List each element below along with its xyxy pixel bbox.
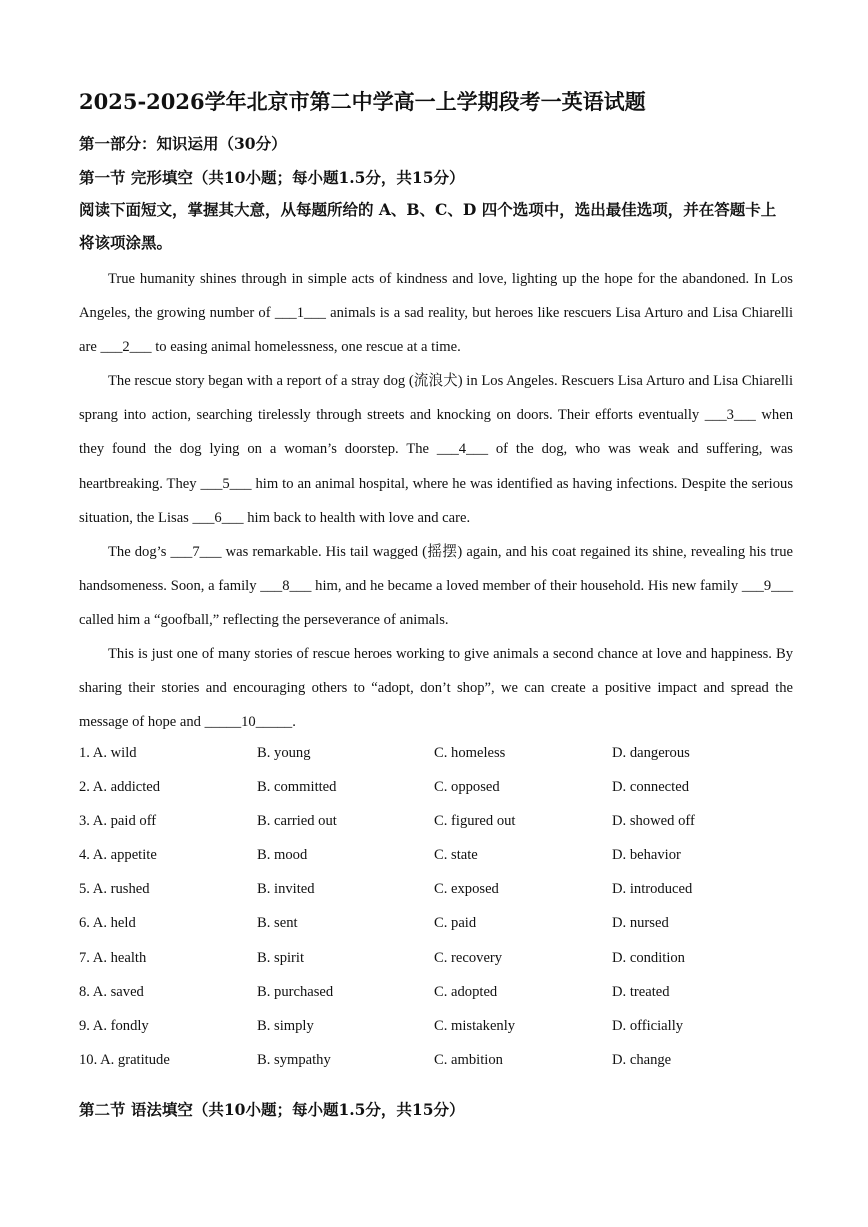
option-a: 2. A. addicted (79, 779, 161, 796)
option-b: B. young (257, 745, 311, 761)
question-row (79, 978, 793, 1012)
option-c: C. figured out (434, 813, 516, 830)
option-c: C. paid (434, 915, 477, 932)
option-b: B. simply (257, 1017, 314, 1034)
paragraph-text: . (292, 714, 296, 731)
option-d: D. showed off (612, 813, 695, 830)
question-row (79, 841, 793, 875)
question-row (79, 1046, 793, 1080)
option-d: D. dangerous (612, 745, 690, 761)
option-a: 1. A. wild (79, 745, 137, 761)
paragraph-text: him back to health with love and care. (243, 509, 471, 526)
paragraph-text: was remarkable. His tail wagged (摇摆) again, and his coat regained its shine, revealing his true handsomeness. Soon, a family (79, 543, 793, 594)
blank-4: ___4___ (436, 441, 488, 458)
question-row (79, 807, 793, 841)
question-row (79, 1012, 793, 1046)
option-a: 9. A. fondly (79, 1017, 149, 1034)
option-b: B. invited (257, 881, 315, 898)
paragraph-text: him to an animal hospital, where he was identified as having infections. Despite the serious situation, the Lisas (79, 475, 793, 526)
option-a: 8. A. saved (79, 983, 144, 1000)
option-d: D. nursed (612, 915, 669, 932)
options-table (79, 739, 793, 1080)
cloze-passage (79, 262, 793, 739)
option-c: C. recovery (434, 949, 503, 966)
paragraph-2 (79, 364, 793, 534)
section-heading-cloze: 第一节 完形填空（共10小题；每小题1.5分，共15分） (79, 168, 465, 187)
option-b: B. carried out (257, 813, 337, 830)
option-c: C. ambition (434, 1051, 503, 1068)
option-a: 6. A. held (79, 915, 136, 932)
option-c: C. exposed (434, 881, 499, 898)
paragraph-text: True humanity shines through in simple acts of kindness and love, lighting up the hope for the abandoned. In Los Angeles, the growing number of (79, 271, 793, 322)
option-d: D. behavior (612, 847, 681, 864)
question-row (79, 944, 793, 978)
option-c: C. opposed (434, 779, 500, 796)
option-d: D. officially (612, 1017, 684, 1034)
question-row (79, 909, 793, 943)
paragraph-text: him, and he became a loved member of their household. His new family (311, 577, 742, 594)
question-row (79, 875, 793, 909)
paragraph-text: animals is a sad reality, but heroes like rescuers Lisa Arturo and Lisa Chiarelli are (79, 305, 793, 356)
blank-5: ___5___ (200, 475, 252, 492)
option-d: D. condition (612, 949, 685, 966)
section-heading-grammar: 第二节 语法填空（共10小题；每小题1.5分，共15分） (79, 1100, 465, 1119)
question-row (79, 773, 793, 807)
blank-1: ___1___ (274, 305, 326, 322)
blank-7: ___7___ (170, 543, 222, 560)
part-heading: 第一部分：知识运用（30分） (79, 134, 287, 153)
option-b: B. mood (257, 847, 308, 864)
blank-9: ___9___ (741, 577, 793, 594)
paragraph-text: to easing animal homelessness, one rescue at a time. (151, 339, 461, 356)
option-d: D. connected (612, 779, 689, 796)
option-b: B. spirit (257, 949, 305, 966)
option-b: B. purchased (257, 983, 334, 1000)
option-c: C. mistakenly (434, 1017, 516, 1034)
paragraph-4 (79, 637, 793, 739)
option-d: D. change (612, 1051, 672, 1068)
option-a: 3. A. paid off (79, 813, 157, 830)
option-c: C. adopted (434, 983, 498, 1000)
option-b: B. sent (257, 915, 298, 932)
blank-10: _____10_____ (204, 714, 293, 731)
option-a: 5. A. rushed (79, 881, 150, 898)
option-d: D. treated (612, 983, 670, 1000)
option-c: C. state (434, 847, 478, 864)
question-row (79, 739, 793, 773)
instructions: 阅读下面短文，掌握其大意，从每题所给的 A、B、C、D 四个选项中，选出最佳选项，并在答题卡上将该项涂黑。 (79, 200, 777, 252)
exam-title: 2025-2026学年北京市第二中学高一上学期段考一英语试题 (79, 89, 646, 114)
blank-8: ___8___ (260, 577, 312, 594)
option-a: 7. A. health (79, 949, 147, 966)
paragraph-text: when they found the dog lying on a woman’s doorstep. The (79, 407, 793, 458)
option-c: C. homeless (434, 745, 506, 761)
paragraph-text: of the dog, who was weak and suffering, was heartbreaking. They (79, 441, 793, 492)
paragraph-text: called him a “goofball,” reflecting the perseverance of animals. (79, 611, 449, 628)
paragraph-3 (79, 535, 793, 637)
paragraph-1 (79, 262, 793, 364)
blank-6: ___6___ (192, 509, 244, 526)
option-b: B. sympathy (257, 1051, 331, 1068)
option-a: 10. A. gratitude (79, 1051, 170, 1068)
option-a: 4. A. appetite (79, 847, 157, 864)
option-b: B. committed (257, 779, 337, 796)
option-d: D. introduced (612, 881, 693, 898)
blank-3: ___3___ (704, 407, 756, 424)
paragraph-text: The dog’s (108, 543, 171, 560)
paragraph-text: The rescue story began with a report of a stray dog (流浪犬) in Los Angeles. Rescuers Lisa Arturo and Lisa Chiarelli sprang into action, searching tirelessly through streets and knocking on doors. Their efforts eventually (79, 373, 793, 424)
paragraph-text: This is just one of many stories of rescue heroes working to give animals a second chance at love and happiness. By sharing their stories and encouraging others to “adopt, don’t shop”, we can create a positive impact and spread the message of hope and (79, 646, 793, 731)
blank-2: ___2___ (100, 339, 152, 356)
